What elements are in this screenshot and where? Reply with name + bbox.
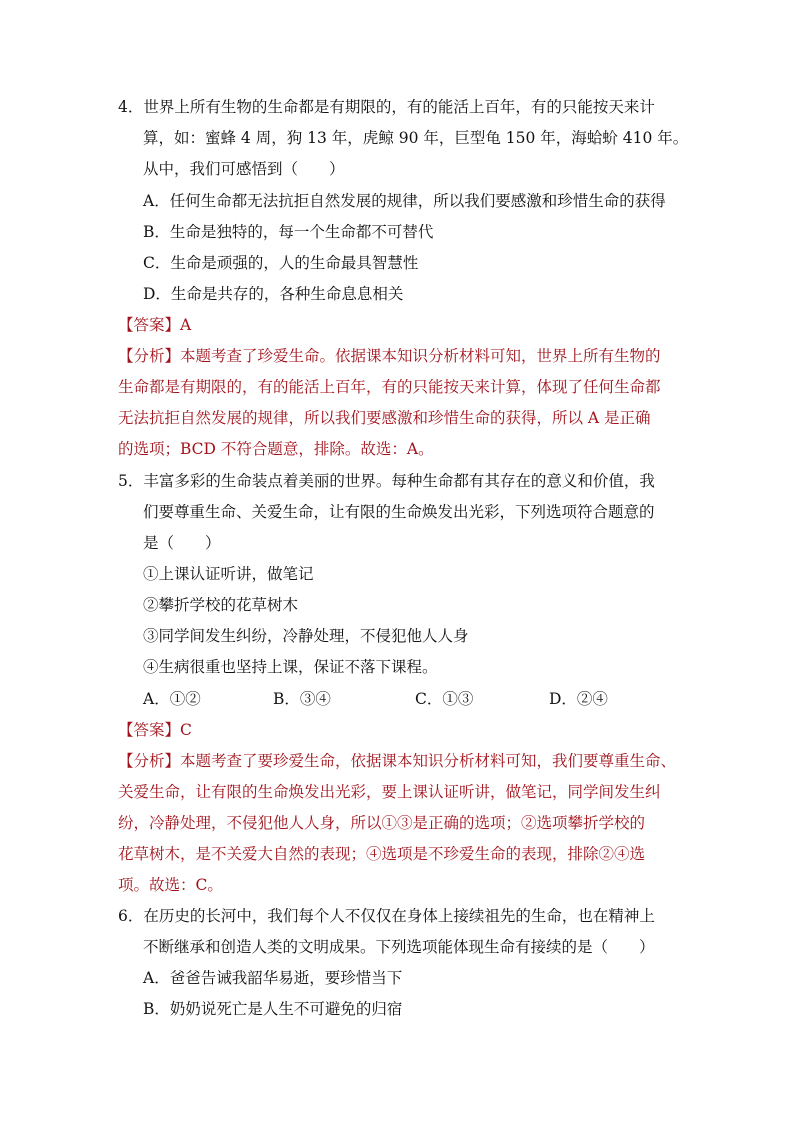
- question-5-answer: [118, 720, 192, 740]
- question-5-item-3: ③同学间发生纠纷，冷静处理，不侵犯他人人身: [143, 627, 469, 645]
- question-6-option-a: A．爸爸告诫我韶华易逝，要珍惜当下: [143, 969, 403, 987]
- question-6-line-2: 不断继承和创造人类的文明成果。下列选项能体现生命有接续的是（ ）: [143, 938, 655, 956]
- question-4-line-3: 从中，我们可感悟到（ ）: [143, 160, 345, 178]
- choice-b: B．③④: [273, 690, 331, 708]
- question-5-analysis-line-1: [118, 751, 676, 771]
- choice-c: C．①③: [415, 690, 474, 708]
- question-5-choices: [143, 689, 608, 709]
- question-5-analysis-line-3: 纷，冷静处理，不侵犯他人人身，所以①③是正确的选项；②选项攀折学校的: [118, 814, 646, 832]
- question-4-analysis-line-2: 生命都是有期限的，有的能活上百年，有的只能按天来计算，体现了任何生命都: [118, 378, 661, 396]
- question-5-item-1: ①上课认证听讲，做笔记: [143, 565, 314, 583]
- question-4-option-b: B．生命是独特的，每一个生命都不可替代: [143, 223, 434, 241]
- question-4-analysis-line-1: [118, 346, 661, 366]
- answer-tag: 【答案】: [118, 316, 181, 334]
- question-6-line-1: 6．在历史的长河中，我们每个人不仅仅在身体上接续祖先的生命，也在精神上: [118, 907, 655, 925]
- question-6-option-b: B．奶奶说死亡是人生不可避免的归宿: [143, 1000, 403, 1018]
- answer-value: A: [180, 316, 192, 334]
- question-5-analysis-line-5: 项。故选：C。: [118, 876, 223, 894]
- choice-d: D．②④: [549, 690, 608, 708]
- question-5-item-2: ②攀折学校的花草树木: [143, 596, 299, 614]
- question-4-option-a: A．任何生命都无法抗拒自然发展的规律，所以我们要感激和珍惜生命的获得: [143, 192, 666, 210]
- analysis-tag: 【分析】: [118, 347, 181, 365]
- question-4-line-2: 算，如：蜜蜂 4 周，狗 13 年，虎鲸 90 年，巨型龟 150 年，海蛤蚧 410 年。: [143, 129, 689, 147]
- question-5-line-1: 5．丰富多彩的生命装点着美丽的世界。每种生命都有其存在的意义和价值，我: [118, 472, 655, 490]
- question-4-analysis-line-3: 无法抗拒自然发展的规律，所以我们要感激和珍惜生命的获得，所以 A 是正确: [118, 409, 651, 427]
- question-5-item-4: ④生病很重也坚持上课，保证不落下课程。: [143, 658, 438, 676]
- answer-value: C: [180, 721, 192, 739]
- question-5-line-3: 是（ ）: [143, 534, 221, 552]
- answer-tag: 【答案】: [118, 721, 181, 739]
- question-5-line-2: 们要尊重生命、关爱生命，让有限的生命焕发出光彩，下列选项符合题意的: [143, 503, 655, 521]
- analysis-text: 本题考查了珍爱生命。依据课本知识分析材料可知，世界上所有生物的: [180, 347, 661, 365]
- question-4-option-d: D．生命是共存的，各种生命息息相关: [143, 285, 404, 303]
- question-5-analysis-line-4: 花草树木，是不关爱大自然的表现；④选项是不珍爱生命的表现，排除②④选: [118, 845, 646, 863]
- question-4-line-1: 4．世界上所有生物的生命都是有期限的，有的能活上百年，有的只能按天来计: [118, 98, 655, 116]
- question-5-analysis-line-2: 关爱生命，让有限的生命焕发出光彩，要上课认证听讲，做笔记，同学间发生纠: [118, 783, 661, 801]
- analysis-text: 本题考查了要珍爱生命，依据课本知识分析材料可知，我们要尊重生命、: [180, 752, 677, 770]
- question-4-analysis-line-4: 的选项；BCD 不符合题意，排除。故选：A。: [118, 440, 434, 458]
- question-4-answer: [118, 315, 191, 335]
- question-4-option-c: C．生命是顽强的，人的生命最具智慧性: [143, 254, 419, 272]
- choice-a: A．①②: [143, 690, 201, 708]
- analysis-tag: 【分析】: [118, 752, 181, 770]
